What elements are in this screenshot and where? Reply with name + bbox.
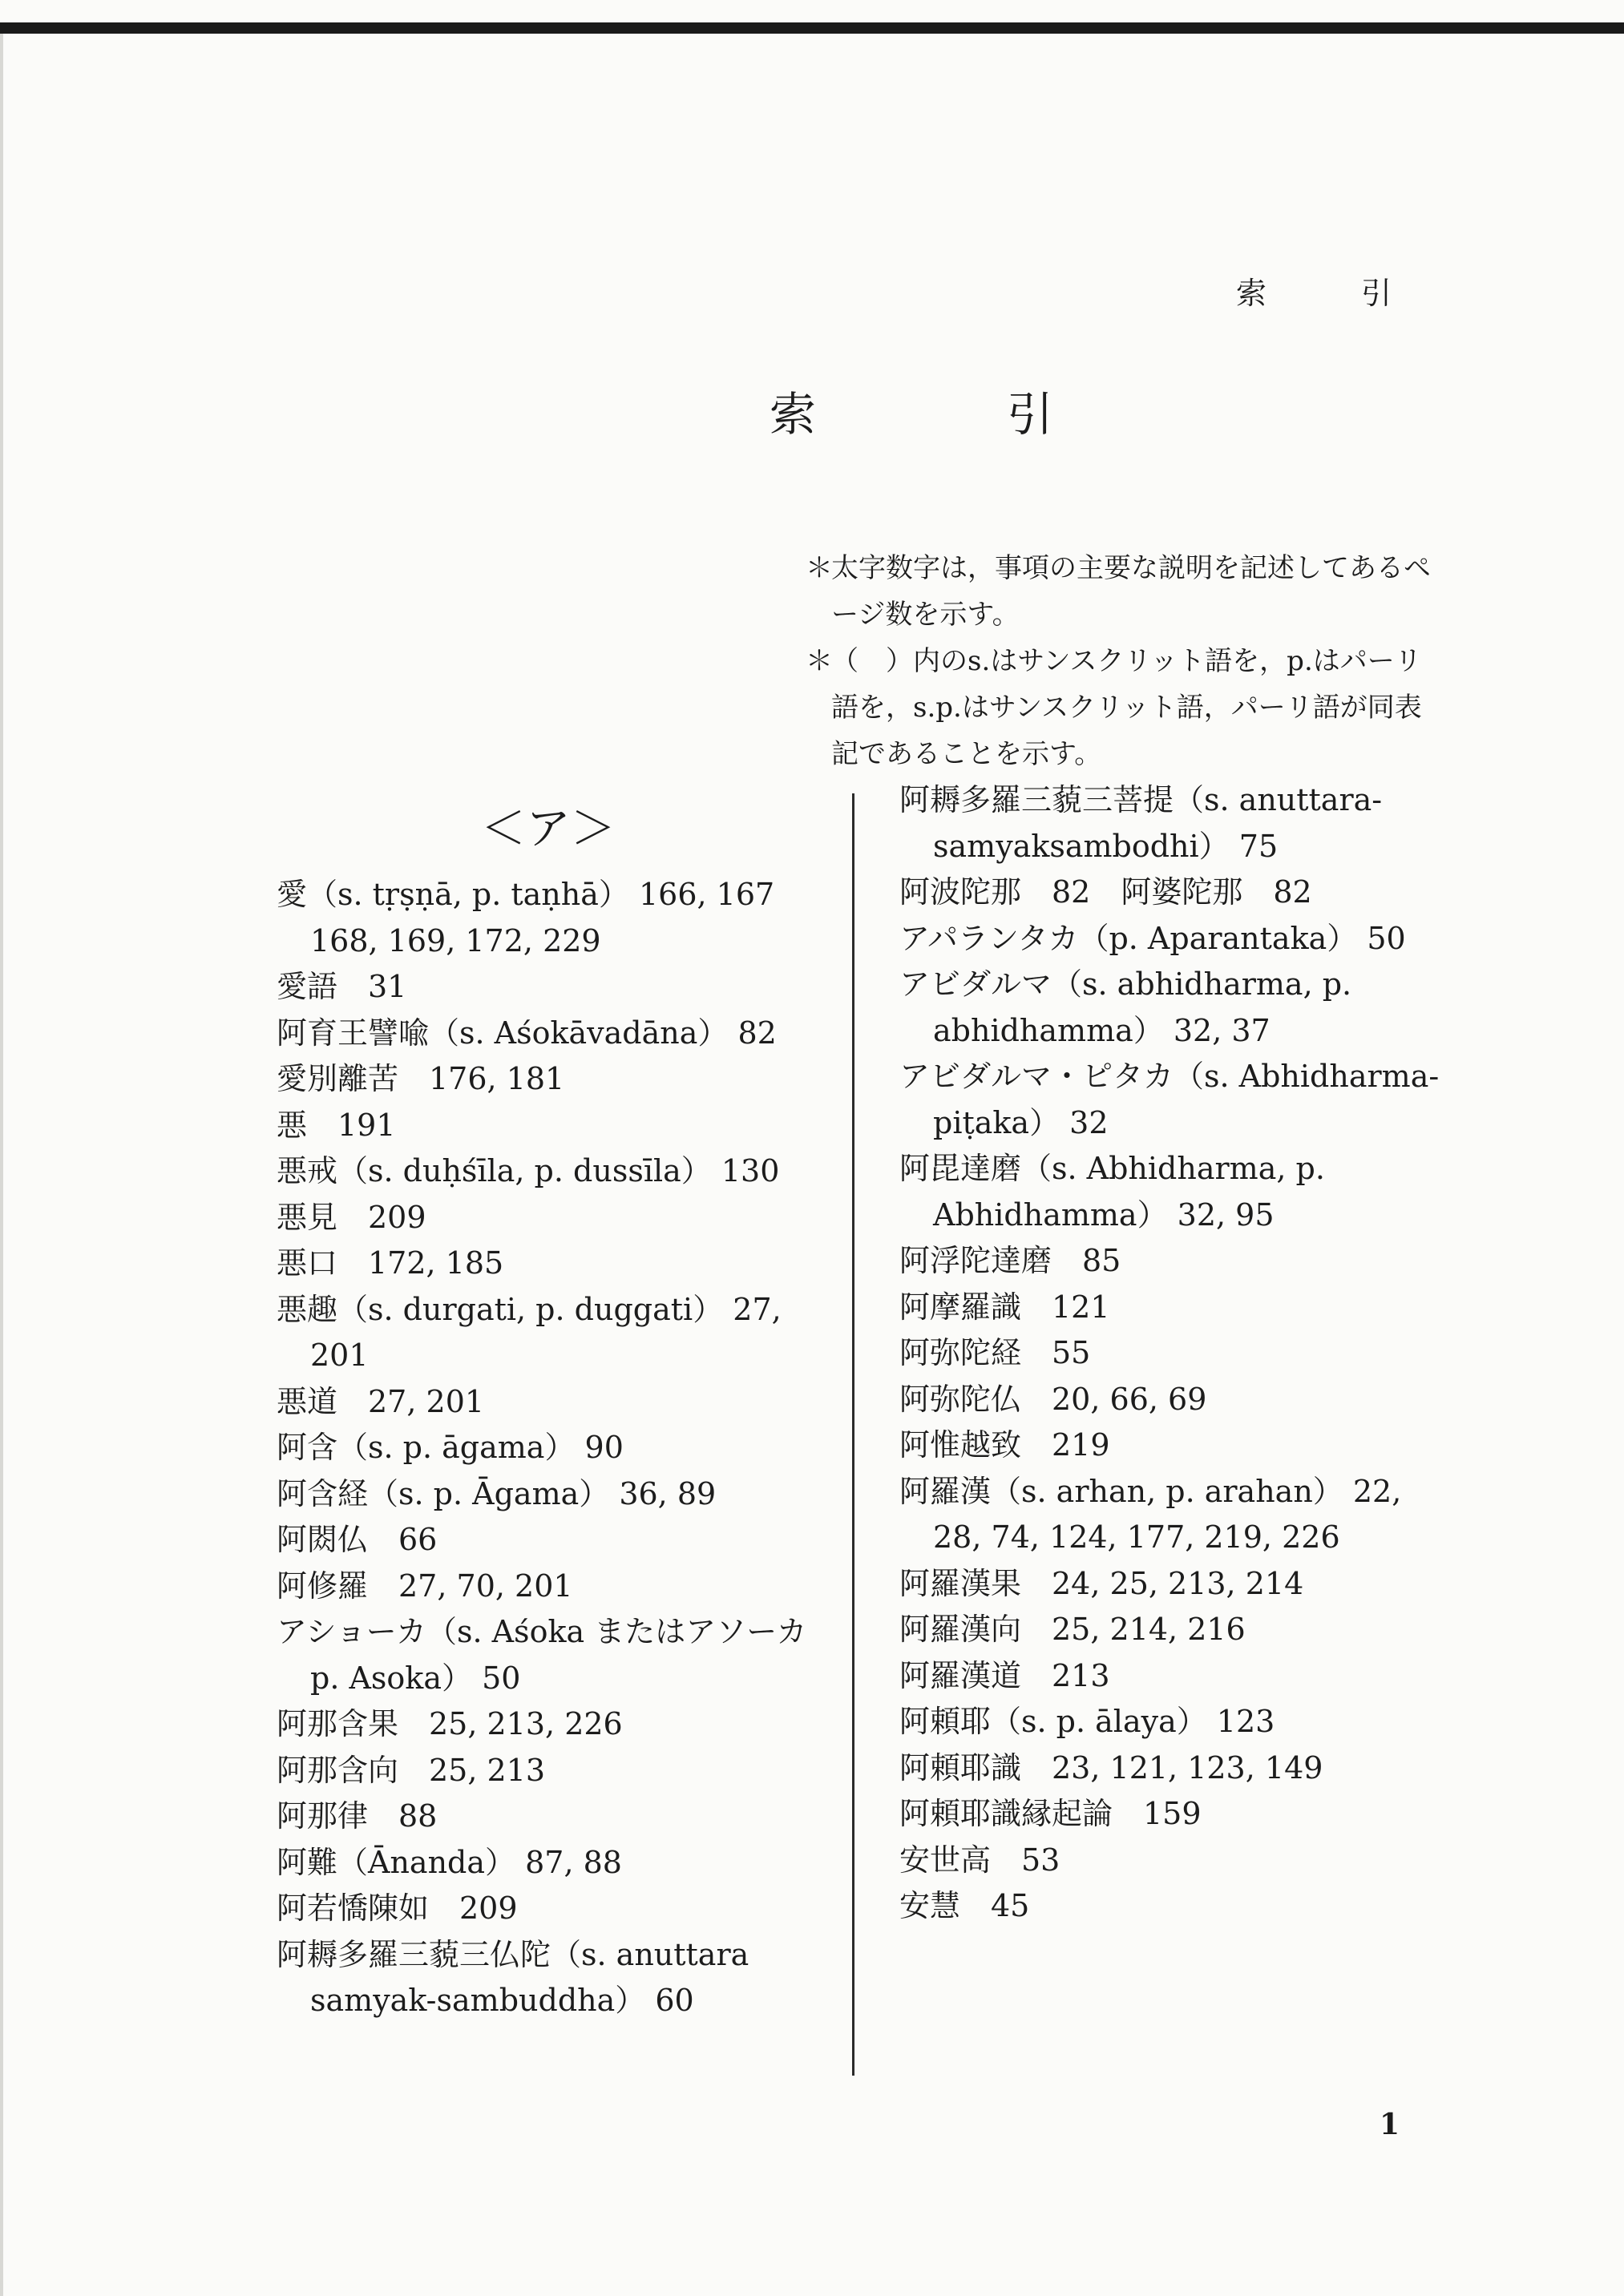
index-entry: 阿浮陀達磨 85 bbox=[899, 1243, 1121, 1278]
page-edge-shadow bbox=[0, 34, 3, 2296]
column-divider bbox=[852, 793, 854, 2076]
page-number: 1 bbox=[1379, 2108, 1400, 2141]
index-entry: アショーカ（s. Aśoka またはアソーカ p. Asoka） 50 bbox=[277, 1614, 807, 1696]
index-entry: 阿那含向 25, 213 bbox=[277, 1752, 546, 1788]
index-entry: 阿頼耶（s. p. ālaya） 123 bbox=[899, 1704, 1275, 1739]
note-mark: ＊ bbox=[806, 645, 833, 677]
index-entry: 阿修羅 27, 70, 201 bbox=[277, 1568, 573, 1604]
index-entry: 阿頼耶識縁起論 159 bbox=[899, 1796, 1202, 1831]
index-entry: 阿波陀那 82 阿婆陀那 82 bbox=[899, 874, 1312, 910]
index-entry: 阿弥陀仏 20, 66, 69 bbox=[899, 1381, 1207, 1417]
index-entry: 阿那含果 25, 213, 226 bbox=[277, 1706, 623, 1741]
notes bbox=[806, 545, 1431, 777]
index-entry: 阿頼耶識 23, 121, 123, 149 bbox=[899, 1749, 1323, 1786]
index-entry: 阿難（Ānanda） 87, 88 bbox=[277, 1844, 622, 1880]
index-entry: 阿羅漢向 25, 214, 216 bbox=[899, 1612, 1246, 1647]
index-entry: 阿育王譬喩（s. Aśokāvadāna） 82 bbox=[277, 1015, 777, 1051]
page-title: 索 引 bbox=[770, 387, 1126, 442]
index-entry: 悪口 172, 185 bbox=[277, 1245, 504, 1281]
note-text: （ ）内のs.はサンスクリット語を，p.はパーリ語を，s.p.はサンスクリット語，パーリ語が同表記であることを示す。 bbox=[831, 645, 1422, 770]
index-entry: 悪戒（s. duḥśīla, p. dussīla） 130 bbox=[277, 1153, 780, 1188]
section-heading: ＜ア＞ bbox=[481, 803, 616, 855]
index-entry: 阿閦仏 66 bbox=[277, 1522, 438, 1557]
index-entry: 阿若憍陳如 209 bbox=[277, 1890, 518, 1926]
index-entry: アビダルマ・ピタカ（s. Abhidharma-piṭaka） 32 bbox=[899, 1059, 1440, 1140]
index-entry: 阿弥陀経 55 bbox=[899, 1335, 1091, 1370]
index-entry: アビダルマ（s. abhidharma, p. abhidhamma） 32, 37 bbox=[899, 966, 1352, 1048]
index-entry: 阿羅漢（s. arhan, p. arahan） 22, 28, 74, 124, 177, 219, 226 bbox=[899, 1473, 1402, 1555]
note-2 bbox=[806, 638, 1431, 777]
index-entry: アパランタカ（p. Aparantaka） 50 bbox=[899, 920, 1406, 956]
index-entry: 愛別離苦 176, 181 bbox=[277, 1061, 565, 1096]
top-rule bbox=[0, 22, 1624, 34]
index-entry: 安世高 53 bbox=[899, 1842, 1060, 1878]
index-entry: 阿含（s. p. āgama） 90 bbox=[277, 1430, 624, 1465]
running-head: 索 引 bbox=[1235, 276, 1424, 311]
index-entry: 悪道 27, 201 bbox=[277, 1383, 485, 1419]
index-entry: 阿那律 88 bbox=[277, 1798, 438, 1834]
index-entry: 愛（s. tṛṣṇā, p. taṇhā） 166, 167 168, 169, 172, 229 bbox=[277, 877, 775, 958]
note-mark: ＊ bbox=[806, 552, 833, 584]
index-entry: 阿耨多羅三藐三菩提（s. anuttara-samyaksambodhi） 75 bbox=[899, 782, 1383, 864]
index-column-right bbox=[899, 777, 1452, 1930]
index-entry: 阿耨多羅三藐三仏陀（s. anuttara samyak-sambuddha） 60 bbox=[277, 1936, 749, 2018]
note-1 bbox=[806, 545, 1431, 638]
index-entry: 阿羅漢道 213 bbox=[899, 1657, 1110, 1693]
index-entry: 阿羅漢果 24, 25, 213, 214 bbox=[899, 1565, 1304, 1601]
index-entry: 阿含経（s. p. Āgama） 36, 89 bbox=[277, 1475, 717, 1511]
index-entry: 阿摩羅識 121 bbox=[899, 1289, 1110, 1325]
index-entry: 悪見 209 bbox=[277, 1199, 426, 1235]
index-entry: 愛語 31 bbox=[277, 969, 407, 1004]
index-column-left bbox=[277, 872, 838, 2024]
index-entry: 悪 191 bbox=[277, 1107, 396, 1143]
index-entry: 悪趣（s. durgati, p. duggati） 27, 201 bbox=[277, 1291, 782, 1373]
index-entry: 安慧 45 bbox=[899, 1888, 1030, 1923]
index-entry: 阿惟越致 219 bbox=[899, 1427, 1110, 1463]
index-entry: 阿毘達磨（s. Abhidharma, p. Abhidhamma） 32, 95 bbox=[899, 1151, 1325, 1233]
note-text: 太字数字は，事項の主要な説明を記述してあるページ数を示す。 bbox=[831, 552, 1431, 631]
